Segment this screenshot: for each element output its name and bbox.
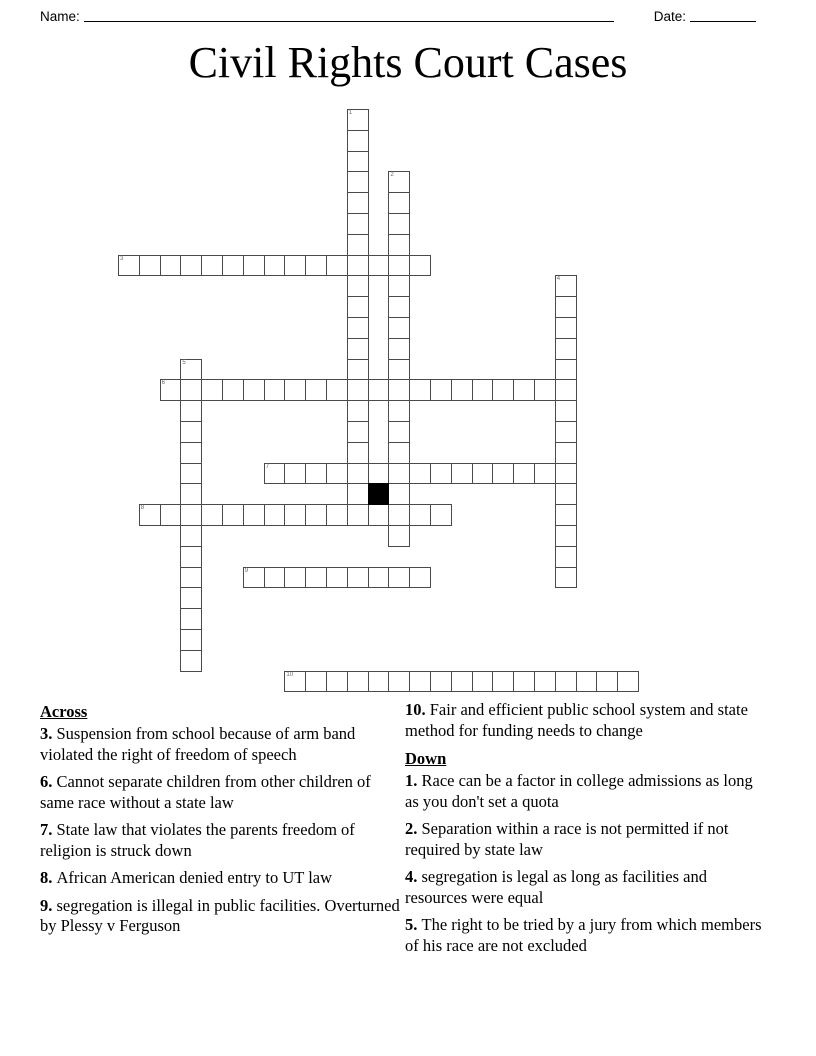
grid-cell[interactable]: [180, 483, 202, 505]
grid-cell[interactable]: [388, 192, 410, 214]
grid-cell[interactable]: [347, 171, 369, 193]
grid-cell[interactable]: [264, 255, 286, 277]
grid-cell[interactable]: [555, 421, 577, 443]
grid-cell[interactable]: [347, 338, 369, 360]
grid-cell[interactable]: [388, 400, 410, 422]
clue-text: State law that violates the parents freedom of religion is struck down: [40, 820, 355, 860]
clue-text: Separation within a race is not permitted if not required by state law: [405, 819, 729, 859]
clue-number: 3.: [40, 724, 57, 743]
clue-item: [40, 820, 404, 861]
grid-cell[interactable]: [409, 567, 431, 589]
grid-cell[interactable]: [472, 463, 494, 485]
grid-cell[interactable]: [284, 463, 306, 485]
grid-cell[interactable]: [513, 463, 535, 485]
grid-cell[interactable]: [388, 567, 410, 589]
grid-cell-number: 1: [348, 110, 353, 116]
grid-cell[interactable]: [326, 379, 348, 401]
grid-cell[interactable]: [243, 255, 265, 277]
date-label: Date:: [653, 8, 687, 24]
grid-cell[interactable]: [596, 671, 618, 693]
grid-cell-number: 5: [182, 359, 186, 366]
grid-cell[interactable]: [180, 650, 202, 672]
grid-cell[interactable]: [555, 442, 577, 464]
grid-cell[interactable]: [180, 587, 202, 609]
grid-cell[interactable]: [388, 317, 410, 339]
grid-cell[interactable]: [305, 671, 327, 693]
grid-cell[interactable]: [347, 379, 369, 401]
clue-text: Race can be a factor in college admissions as long as you don't set a quota: [405, 771, 753, 811]
grid-cell[interactable]: [201, 504, 223, 526]
grid-cell[interactable]: [388, 338, 410, 360]
grid-cell[interactable]: [388, 504, 410, 526]
clue-number: 6.: [40, 772, 57, 791]
grid-cell[interactable]: [472, 671, 494, 693]
grid-cell[interactable]: [388, 379, 410, 401]
across-clue-list: [40, 724, 404, 937]
grid-cell[interactable]: [284, 567, 306, 589]
name-label: Name:: [40, 8, 80, 24]
clue-item: [405, 915, 769, 956]
grid-cell[interactable]: [201, 379, 223, 401]
grid-cell[interactable]: [160, 504, 182, 526]
grid-cell[interactable]: [368, 671, 390, 693]
grid-cell[interactable]: [347, 504, 369, 526]
grid-cell[interactable]: [326, 255, 348, 277]
grid-cell[interactable]: [388, 255, 410, 277]
clue-item: [405, 867, 769, 908]
clue-text: Cannot separate children from other children of same race without a state law: [40, 772, 371, 812]
grid-cell[interactable]: [388, 171, 410, 193]
clue-item: [405, 700, 769, 741]
grid-cell[interactable]: [368, 379, 390, 401]
grid-cell-number: 9: [244, 567, 249, 574]
grid-cell-number: 2: [390, 172, 394, 179]
grid-cell-blocked: [368, 483, 390, 505]
across-clue-list-continued: [405, 700, 769, 741]
grid-cell[interactable]: [180, 359, 202, 381]
grid-cell[interactable]: [388, 483, 410, 505]
grid-cell[interactable]: [243, 567, 265, 589]
across-heading: Across: [40, 702, 88, 721]
clue-text: segregation is illegal in public facilities. Overturned by Plessy v Ferguson: [40, 895, 400, 935]
grid-cell[interactable]: [180, 421, 202, 443]
grid-cell[interactable]: [534, 379, 556, 401]
grid-cell[interactable]: [430, 671, 452, 693]
grid-cell[interactable]: [534, 671, 556, 693]
grid-cell[interactable]: [347, 296, 369, 318]
grid-cell[interactable]: [555, 463, 577, 485]
page-title: Civil Rights Court Cases: [188, 38, 628, 87]
grid-cell[interactable]: [160, 379, 182, 401]
grid-cell[interactable]: [180, 629, 202, 651]
clue-item: [40, 868, 404, 889]
grid-cell[interactable]: [430, 504, 452, 526]
grid-cell[interactable]: [243, 504, 265, 526]
grid-cell[interactable]: [409, 463, 431, 485]
clue-number: 2.: [405, 819, 422, 838]
grid-cell-number: 3: [120, 255, 124, 262]
clue-text: segregation is legal as long as facilities and resources were equal: [405, 867, 707, 907]
grid-cell[interactable]: [326, 463, 348, 485]
grid-cell[interactable]: [305, 504, 327, 526]
clue-number: 8.: [40, 868, 57, 887]
grid-cell[interactable]: [368, 463, 390, 485]
clues-column-left: [40, 700, 404, 944]
clue-item: [40, 772, 404, 813]
grid-cell[interactable]: [347, 442, 369, 464]
grid-cell[interactable]: [555, 525, 577, 547]
grid-cell[interactable]: [555, 338, 577, 360]
grid-cell[interactable]: [492, 671, 514, 693]
clue-number: 10.: [405, 700, 430, 719]
grid-cell[interactable]: [368, 504, 390, 526]
grid-cell[interactable]: [264, 504, 286, 526]
grid-cell[interactable]: [555, 504, 577, 526]
grid-cell[interactable]: [388, 463, 410, 485]
grid-cell[interactable]: [180, 379, 202, 401]
grid-cell[interactable]: [451, 671, 473, 693]
grid-cell[interactable]: [513, 379, 535, 401]
grid-cell[interactable]: [326, 567, 348, 589]
grid-cell[interactable]: [555, 567, 577, 589]
grid-cell[interactable]: [430, 379, 452, 401]
grid-cell[interactable]: [347, 109, 369, 131]
grid-cell[interactable]: [555, 483, 577, 505]
grid-cell[interactable]: [388, 275, 410, 297]
grid-cell[interactable]: [305, 255, 327, 277]
grid-cell[interactable]: [180, 504, 202, 526]
grid-cell[interactable]: [347, 213, 369, 235]
grid-cell[interactable]: [180, 255, 202, 277]
grid-cell[interactable]: [555, 400, 577, 422]
grid-cell[interactable]: [347, 421, 369, 443]
clue-number: 5.: [405, 915, 422, 934]
grid-cell[interactable]: [326, 671, 348, 693]
grid-cell[interactable]: [409, 504, 431, 526]
grid-cell[interactable]: [347, 130, 369, 152]
grid-cell[interactable]: [347, 234, 369, 256]
grid-cell[interactable]: [555, 379, 577, 401]
grid-cell[interactable]: [284, 255, 306, 277]
grid-cell[interactable]: [409, 671, 431, 693]
grid-cell[interactable]: [388, 359, 410, 381]
grid-cell[interactable]: [388, 671, 410, 693]
clue-text: Suspension from school because of arm band violated the right of freedom of speech: [40, 724, 356, 764]
grid-cell[interactable]: [388, 442, 410, 464]
grid-cell[interactable]: [451, 379, 473, 401]
grid-cell[interactable]: [284, 379, 306, 401]
grid-cell[interactable]: [180, 400, 202, 422]
clues-section: [0, 700, 816, 1000]
grid-cell[interactable]: [368, 567, 390, 589]
grid-cell[interactable]: [555, 546, 577, 568]
clue-item: [405, 771, 769, 812]
grid-cell[interactable]: [388, 421, 410, 443]
grid-cell[interactable]: [368, 255, 390, 277]
grid-cell[interactable]: [534, 463, 556, 485]
grid-cell[interactable]: [222, 504, 244, 526]
grid-cell[interactable]: [139, 255, 161, 277]
grid-cell[interactable]: [555, 359, 577, 381]
grid-cell[interactable]: [284, 504, 306, 526]
clues-column-right: [405, 700, 769, 963]
down-clue-list: [405, 771, 769, 956]
grid-cell-number: 7: [265, 463, 269, 470]
grid-cell[interactable]: [180, 525, 202, 547]
grid-cell[interactable]: [347, 151, 369, 173]
grid-cell[interactable]: [243, 379, 265, 401]
clue-item: [405, 819, 769, 860]
grid-cell[interactable]: [326, 504, 348, 526]
clue-number: 4.: [405, 867, 422, 886]
grid-cell[interactable]: [180, 608, 202, 630]
grid-cell[interactable]: [576, 671, 598, 693]
grid-cell[interactable]: [451, 463, 473, 485]
grid-cell[interactable]: [347, 255, 369, 277]
grid-cell[interactable]: [347, 192, 369, 214]
grid-cell[interactable]: [305, 379, 327, 401]
grid-cell[interactable]: [617, 671, 639, 693]
grid-cell[interactable]: [555, 317, 577, 339]
grid-cell[interactable]: [264, 463, 286, 485]
grid-cell-number: 4: [556, 276, 561, 283]
grid-cell[interactable]: [347, 463, 369, 485]
grid-cell[interactable]: [347, 671, 369, 693]
grid-cell[interactable]: [201, 255, 223, 277]
grid-cell[interactable]: [347, 317, 369, 339]
grid-cell[interactable]: [305, 567, 327, 589]
grid-cell-number: 10: [286, 671, 294, 678]
grid-cell[interactable]: [472, 379, 494, 401]
grid-cell[interactable]: [347, 275, 369, 297]
grid-cell[interactable]: [513, 671, 535, 693]
grid-cell[interactable]: [180, 463, 202, 485]
grid-cell[interactable]: [555, 671, 577, 693]
grid-cell[interactable]: [409, 379, 431, 401]
grid-cell[interactable]: [139, 504, 161, 526]
grid-cell[interactable]: [347, 359, 369, 381]
grid-cell[interactable]: [284, 671, 306, 693]
grid-cell[interactable]: [388, 525, 410, 547]
grid-cell[interactable]: [305, 463, 327, 485]
grid-cell[interactable]: [222, 255, 244, 277]
grid-cell[interactable]: [388, 234, 410, 256]
grid-cell[interactable]: [118, 255, 140, 277]
grid-cell[interactable]: [264, 379, 286, 401]
grid-cell[interactable]: [180, 442, 202, 464]
clue-number: 9.: [40, 895, 57, 915]
clue-number: 7.: [40, 820, 57, 839]
clue-text: The right to be tried by a jury from which members of his race are not excluded: [405, 915, 762, 955]
grid-cell[interactable]: [555, 296, 577, 318]
clue-text: African American denied entry to UT law: [56, 868, 333, 887]
grid-cell[interactable]: [492, 463, 514, 485]
grid-cell[interactable]: [347, 567, 369, 589]
grid-cell[interactable]: [492, 379, 514, 401]
grid-cell[interactable]: [388, 213, 410, 235]
clue-text: Fair and efficient public school system and state method for funding needs to change: [405, 700, 748, 740]
clue-number: 1.: [405, 771, 422, 790]
down-heading: Down: [405, 749, 447, 768]
clue-item: [40, 896, 404, 937]
clue-item: [40, 724, 404, 765]
grid-cell[interactable]: [555, 275, 577, 297]
grid-cell[interactable]: [388, 296, 410, 318]
grid-cell[interactable]: [347, 400, 369, 422]
grid-cell[interactable]: [180, 567, 202, 589]
grid-cell[interactable]: [222, 379, 244, 401]
grid-cell[interactable]: [264, 567, 286, 589]
grid-cell-number: 6: [161, 380, 165, 387]
grid-cell[interactable]: [430, 463, 452, 485]
grid-cell[interactable]: [409, 255, 431, 277]
grid-cell[interactable]: [180, 546, 202, 568]
grid-cell[interactable]: [347, 483, 369, 505]
grid-cell-number: 8: [140, 505, 145, 512]
grid-cell[interactable]: [160, 255, 182, 277]
